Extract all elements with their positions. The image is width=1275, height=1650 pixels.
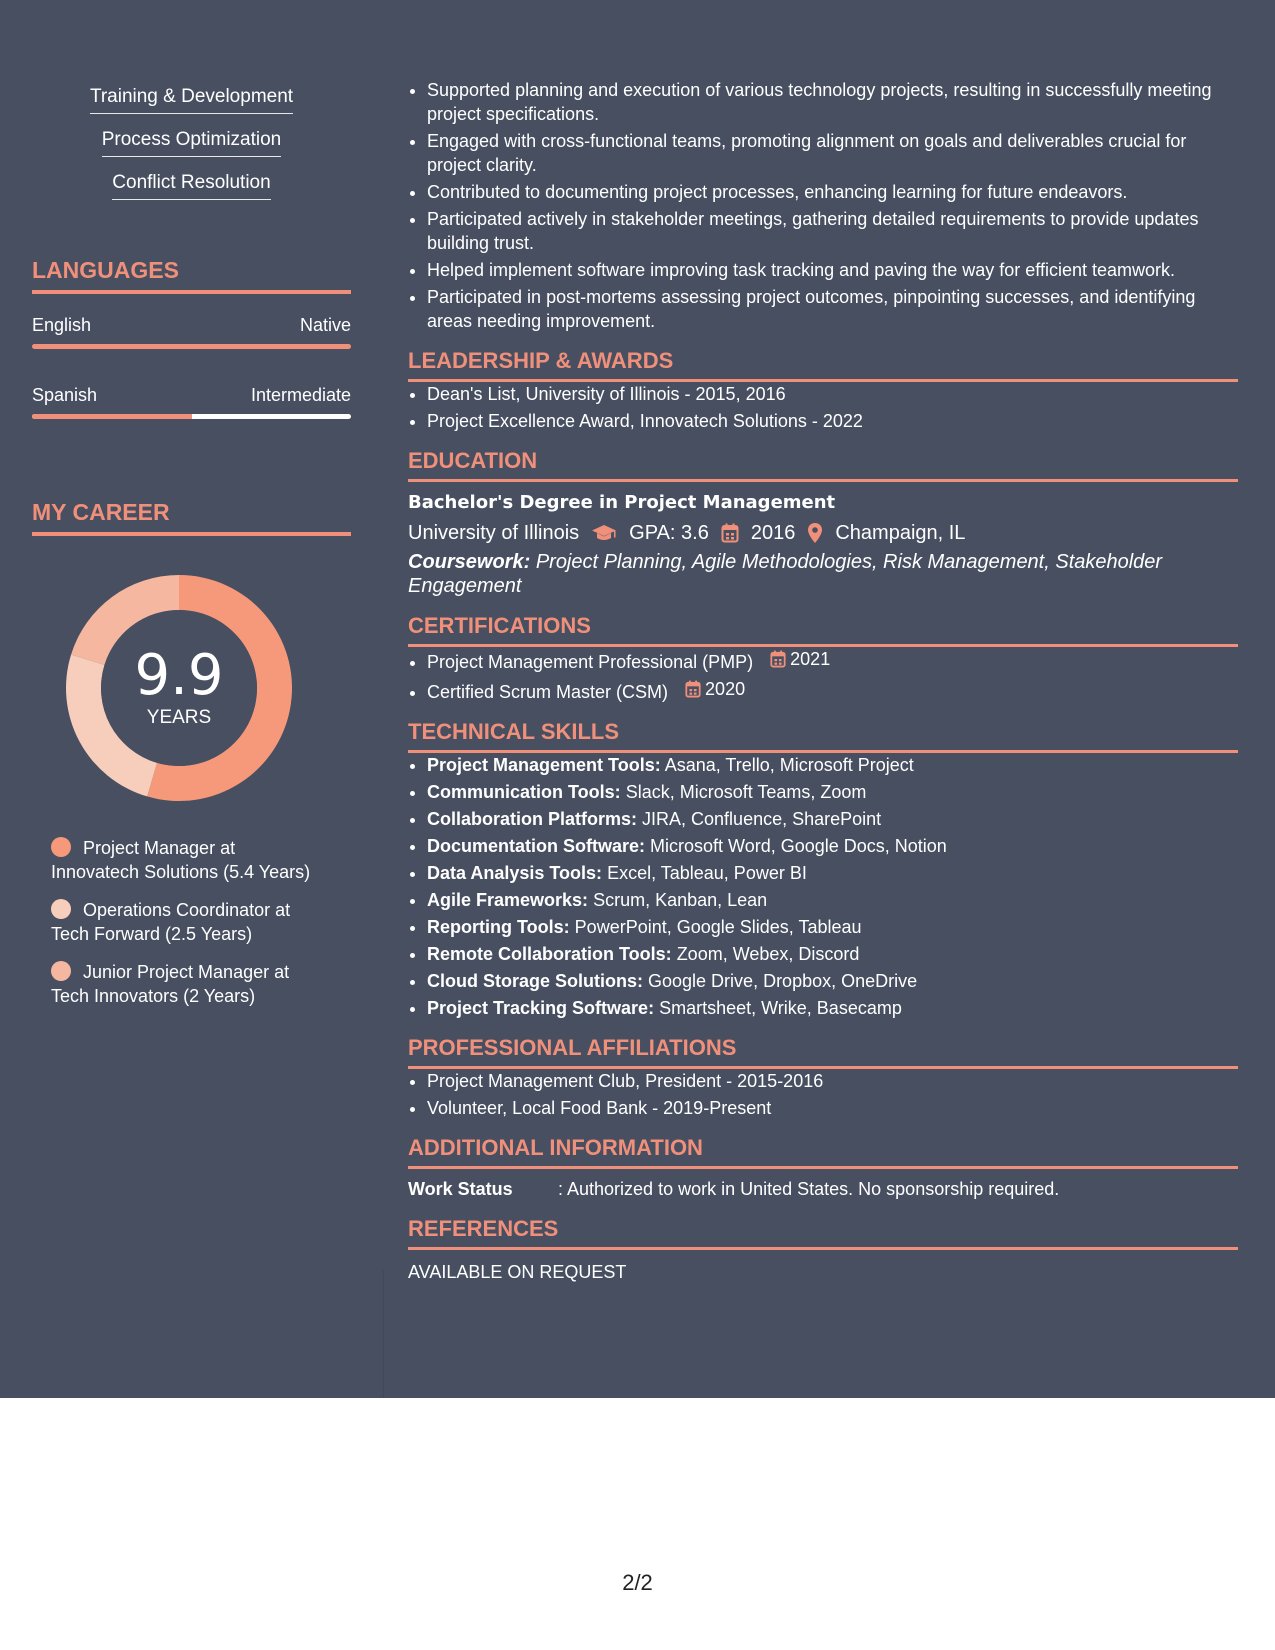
skill-values: Slack, Microsoft Teams, Zoom [625, 782, 867, 802]
references-heading: REFERENCES [408, 1215, 1238, 1250]
coursework-text: Project Planning, Agile Methodologies, Risk Management, Stakeholder Engagement [408, 551, 1163, 597]
role-company: Tech Forward (2.5 Years) [51, 924, 253, 944]
coursework [408, 550, 1238, 598]
school-location: Champaign, IL [835, 522, 966, 544]
technical-skills-list [408, 753, 1238, 1020]
language-name: English [32, 315, 92, 335]
skill-item: Training & Development [90, 85, 293, 114]
work-status-label: Work Status [408, 1179, 513, 1199]
skill-item: Conflict Resolution [112, 171, 270, 200]
career-legend-item [51, 898, 351, 946]
leadership-item: • Dean's List, University of Illinois - 2015, 2016 [427, 382, 1238, 406]
calendar-icon [721, 523, 739, 543]
certification-item [427, 647, 1238, 674]
certification-name: Project Management Professional (PMP) [427, 652, 754, 672]
language-level: Native [299, 315, 351, 335]
role-company: Tech Innovators (2 Years) [51, 986, 256, 1006]
experience-bullet: • Participated actively in stakeholder meetings, gathering detailed requirements to provide updates building trust. [427, 207, 1238, 255]
degree-title: Bachelor's Degree in Project Management [408, 492, 836, 513]
leadership-item: • Project Excellence Award, Innovatech Solutions - 2022 [427, 409, 1238, 433]
skill-values: JIRA, Confluence, SharePoint [642, 809, 882, 829]
skill-values: Zoom, Webex, Discord [676, 944, 860, 964]
technical-skill-item [427, 969, 1238, 993]
leadership-heading: LEADERSHIP & AWARDS [408, 347, 1238, 382]
skill-category: Communication Tools: [427, 782, 621, 802]
skill-values: Excel, Tableau, Power BI [607, 863, 807, 883]
technical-skills-section [408, 718, 1238, 1020]
certifications-heading: CERTIFICATIONS [408, 612, 1238, 647]
technical-skill-item [427, 753, 1238, 777]
page-number: 2/2 [622, 1570, 653, 1595]
technical-skill-item [427, 996, 1238, 1020]
role-title: Project Manager at [83, 838, 236, 858]
skill-values: Microsoft Word, Google Docs, Notion [650, 836, 947, 856]
skill-category: Data Analysis Tools: [427, 863, 603, 883]
legend-dot [51, 899, 71, 919]
soft-skills-list [32, 85, 351, 200]
affiliation-item: • Project Management Club, President - 2015-2016 [427, 1069, 1238, 1093]
skill-category: Collaboration Platforms: [427, 809, 638, 829]
legend-dot [51, 961, 71, 981]
donut-center [66, 575, 292, 801]
skill-category: Documentation Software: [427, 836, 646, 856]
certification-item [427, 677, 1238, 704]
coursework-label: Coursework: [408, 551, 531, 573]
skill-category: Project Tracking Software: [427, 998, 655, 1018]
experience-bullet: • Contributed to documenting project processes, enhancing learning for future endeavors. [427, 180, 1238, 204]
certifications-section [408, 612, 1238, 704]
language-level: Intermediate [250, 385, 351, 405]
language-bar-english [32, 344, 351, 349]
skill-category: Cloud Storage Solutions: [427, 971, 643, 991]
technical-skill-item [427, 780, 1238, 804]
role-title: Operations Coordinator at [83, 900, 291, 920]
certifications-list [408, 647, 1238, 704]
skill-values: PowerPoint, Google Slides, Tableau [574, 917, 862, 937]
career-legend [51, 836, 351, 1022]
calendar-icon [770, 650, 786, 668]
career-donut-chart [66, 575, 292, 801]
leadership-section [408, 347, 1238, 433]
language-bar-fill [32, 414, 192, 419]
education-details [408, 518, 1238, 548]
additional-info-heading: ADDITIONAL INFORMATION [408, 1134, 1238, 1169]
technical-skill-item [427, 834, 1238, 858]
language-row-english [32, 314, 351, 336]
gpa-value: GPA: 3.6 [629, 522, 709, 544]
language-row-spanish [32, 384, 351, 406]
affiliations-list [408, 1069, 1238, 1120]
career-legend-item [51, 960, 351, 1008]
technical-skills-heading: TECHNICAL SKILLS [408, 718, 1238, 753]
skill-values: Scrum, Kanban, Lean [593, 890, 768, 910]
technical-skill-item [427, 807, 1238, 831]
certification-name: Certified Scrum Master (CSM) [427, 682, 669, 702]
legend-dot [51, 837, 71, 857]
skill-category: Project Management Tools: [427, 755, 661, 775]
language-bar-spanish [32, 414, 351, 419]
skill-values: Google Drive, Dropbox, OneDrive [648, 971, 918, 991]
technical-skill-item [427, 915, 1238, 939]
skill-category: Agile Frameworks: [427, 890, 589, 910]
experience-bullet: • Engaged with cross-functional teams, promoting alignment on goals and deliverables crucial for project clarity. [427, 129, 1238, 177]
technical-skill-item [427, 942, 1238, 966]
certification-year: 2020 [705, 679, 746, 699]
experience-bullet: • Supported planning and execution of various technology projects, resulting in successfully meeting project specifications. [427, 78, 1238, 126]
role-company: Innovatech Solutions (5.4 Years) [51, 862, 311, 882]
technical-skill-item [427, 861, 1238, 885]
references-text: AVAILABLE ON REQUEST [408, 1262, 627, 1282]
career-heading: MY CAREER [32, 498, 351, 536]
work-status-row [408, 1177, 1238, 1201]
skill-item: Process Optimization [102, 128, 282, 157]
leadership-list [408, 382, 1238, 433]
work-status-value: : Authorized to work in United States. No sponsorship required. [558, 1179, 1060, 1199]
skill-category: Reporting Tools: [427, 917, 570, 937]
calendar-icon [685, 680, 701, 698]
column-divider [383, 1270, 384, 1398]
skill-values: Smartsheet, Wrike, Basecamp [659, 998, 902, 1018]
total-years-unit: YEARS [146, 707, 212, 728]
affiliations-heading: PROFESSIONAL AFFILIATIONS [408, 1034, 1238, 1069]
additional-info-section [408, 1134, 1238, 1201]
certification-year: 2021 [790, 649, 831, 669]
technical-skill-item [427, 888, 1238, 912]
role-title: Junior Project Manager at [83, 962, 290, 982]
education-heading: EDUCATION [408, 447, 1238, 482]
affiliation-item: • Volunteer, Local Food Bank - 2019-Present [427, 1096, 1238, 1120]
total-years-value: 9.9 [134, 643, 224, 708]
language-bar-fill [32, 344, 351, 349]
school-name: University of Illinois [408, 522, 580, 544]
languages-heading: LANGUAGES [32, 256, 351, 294]
skill-values: Asana, Trello, Microsoft Project [664, 755, 914, 775]
experience-bullets [408, 78, 1238, 333]
affiliations-section [408, 1034, 1238, 1120]
main-column [408, 78, 1238, 1284]
education-section [408, 447, 1238, 598]
graduation-cap-icon [591, 523, 617, 543]
experience-bullet: • Participated in post-mortems assessing project outcomes, pinpointing successes, and identifying areas needing improvement. [427, 285, 1238, 333]
location-pin-icon [807, 522, 823, 544]
references-section [408, 1215, 1238, 1284]
graduation-year: 2016 [750, 522, 796, 544]
career-legend-item [51, 836, 351, 884]
skill-category: Remote Collaboration Tools: [427, 944, 672, 964]
experience-bullet: • Helped implement software improving task tracking and paving the way for efficient teamwork. [427, 258, 1238, 282]
language-name: Spanish [32, 385, 98, 405]
